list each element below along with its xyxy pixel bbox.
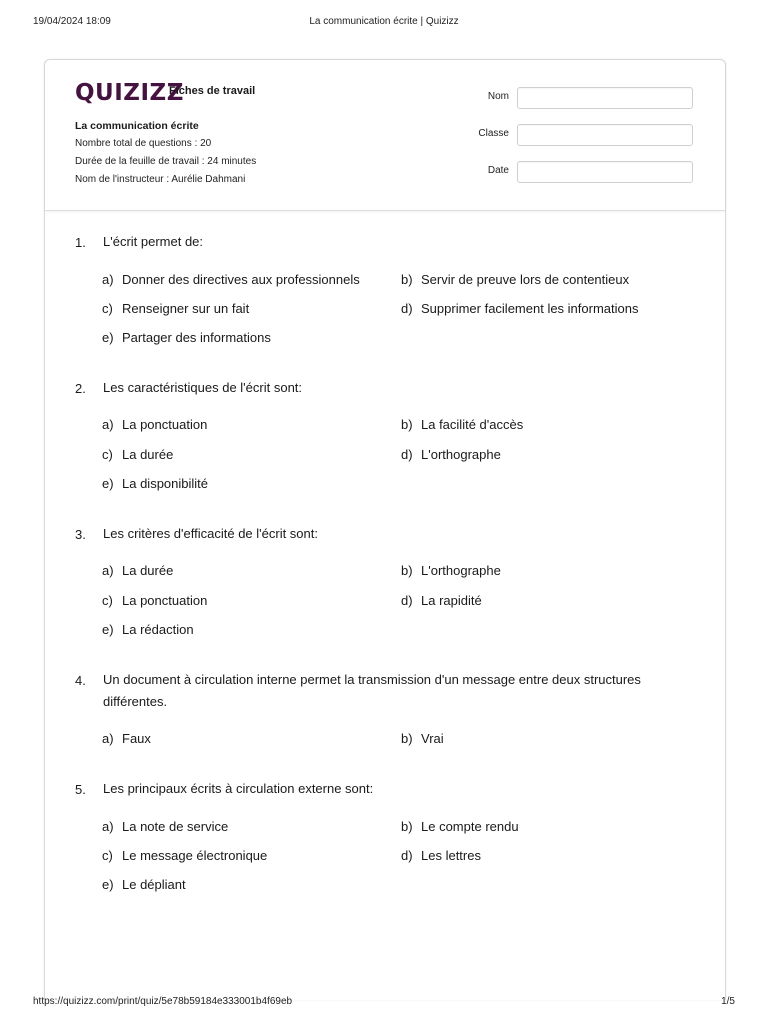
option-d — [401, 593, 482, 608]
print-footer — [33, 996, 735, 1010]
option-letter: d) — [401, 301, 413, 316]
option-text: Le dépliant — [122, 877, 186, 892]
option-d — [401, 848, 481, 863]
option-letter: e) — [102, 476, 114, 491]
date-field[interactable] — [517, 161, 693, 183]
option-letter: d) — [401, 593, 413, 608]
class-label: Classe — [478, 128, 509, 139]
option-text: Le compte rendu — [421, 819, 519, 834]
option-c — [102, 447, 173, 462]
option-text: L'orthographe — [421, 563, 501, 578]
class-field[interactable] — [517, 124, 693, 146]
option-letter: e) — [102, 877, 114, 892]
option-text: Supprimer facilement les informations — [421, 301, 639, 316]
question-number: 4. — [75, 673, 86, 688]
option-letter: b) — [401, 563, 413, 578]
option-letter: a) — [102, 731, 114, 746]
option-letter: c) — [102, 848, 113, 863]
print-url[interactable]: https://quizizz.com/print/quiz/5e78b59184e333001b4f69eb — [33, 996, 293, 1007]
option-a — [102, 819, 228, 834]
option-e — [102, 877, 186, 892]
option-letter: c) — [102, 301, 113, 316]
option-text: La durée — [122, 563, 174, 578]
option-e — [102, 330, 271, 345]
option-text: La rédaction — [122, 622, 194, 637]
option-text: La ponctuation — [122, 417, 208, 432]
question-number: 5. — [75, 782, 86, 797]
option-c — [102, 301, 249, 316]
page-number: 1/5 — [721, 996, 735, 1007]
option-letter: d) — [401, 848, 413, 863]
option-a — [102, 417, 207, 432]
option-letter: d) — [401, 447, 413, 462]
name-label: Nom — [487, 91, 509, 102]
option-text: Donner des directives aux professionnels — [122, 272, 360, 287]
option-b — [401, 563, 501, 578]
option-text: L'orthographe — [421, 447, 501, 462]
question-number: 1. — [75, 235, 86, 250]
option-letter: a) — [102, 819, 114, 834]
option-text: La note de service — [122, 819, 229, 834]
option-letter: a) — [102, 563, 114, 578]
option-text: Les lettres — [421, 848, 481, 863]
option-text: La facilité d'accès — [421, 417, 524, 432]
option-text: La disponibilité — [122, 476, 209, 491]
option-e — [102, 622, 194, 637]
worksheet-header — [45, 60, 725, 211]
option-letter: b) — [401, 731, 413, 746]
option-b — [401, 731, 444, 746]
option-a — [102, 731, 151, 746]
option-b — [401, 272, 629, 287]
question-text: Les caractéristiques de l'écrit sont: — [103, 380, 303, 395]
option-b — [401, 417, 523, 432]
option-e — [102, 476, 208, 491]
print-page-title: La communication écrite | Quizizz — [309, 16, 459, 27]
option-letter: c) — [102, 447, 113, 462]
option-text: Faux — [122, 731, 151, 746]
question-text: L'écrit permet de: — [103, 234, 204, 249]
option-c — [102, 848, 267, 863]
question-number: 2. — [75, 381, 86, 396]
option-text: Vrai — [421, 731, 444, 746]
option-c — [102, 593, 207, 608]
option-d — [401, 301, 638, 316]
option-text: La durée — [122, 447, 174, 462]
option-letter: c) — [102, 593, 113, 608]
option-a — [102, 272, 360, 287]
option-d — [401, 447, 501, 462]
option-letter: a) — [102, 417, 114, 432]
option-text: La rapidité — [421, 593, 482, 608]
option-a — [102, 563, 173, 578]
date-label: Date — [487, 165, 509, 176]
option-text: Servir de preuve lors de contentieux — [421, 272, 630, 287]
quizizz-logo: QUIZIZZ — [75, 80, 184, 106]
question-text: Les principaux écrits à circulation externe sont: — [103, 781, 374, 796]
option-text: La ponctuation — [122, 593, 208, 608]
option-b — [401, 819, 519, 834]
question-text: Un document à circulation interne permet la transmission d'un message entre deux structures différentes. — [103, 672, 641, 709]
print-header — [33, 16, 735, 30]
option-text: Renseigner sur un fait — [122, 301, 250, 316]
option-letter: e) — [102, 330, 114, 345]
option-letter: b) — [401, 819, 413, 834]
option-letter: e) — [102, 622, 114, 637]
option-text: Partager des informations — [122, 330, 271, 345]
option-text: Le message électronique — [122, 848, 268, 863]
total-questions: Nombre total de questions : 20 — [75, 138, 212, 149]
instructor-name: Nom de l'instructeur : Aurélie Dahmani — [75, 174, 246, 185]
worksheet-duration: Durée de la feuille de travail : 24 minutes — [75, 156, 257, 167]
name-field[interactable] — [517, 87, 693, 109]
option-letter: a) — [102, 272, 114, 287]
worksheet — [44, 59, 726, 1000]
question-text: Les critères d'efficacité de l'écrit sont: — [103, 526, 318, 541]
option-letter: b) — [401, 417, 413, 432]
quiz-title: La communication écrite — [75, 120, 199, 132]
option-letter: b) — [401, 272, 413, 287]
print-datetime: 19/04/2024 18:09 — [33, 16, 111, 27]
question-number: 3. — [75, 527, 86, 542]
sheet-type-label: Fiches de travail — [169, 85, 256, 97]
